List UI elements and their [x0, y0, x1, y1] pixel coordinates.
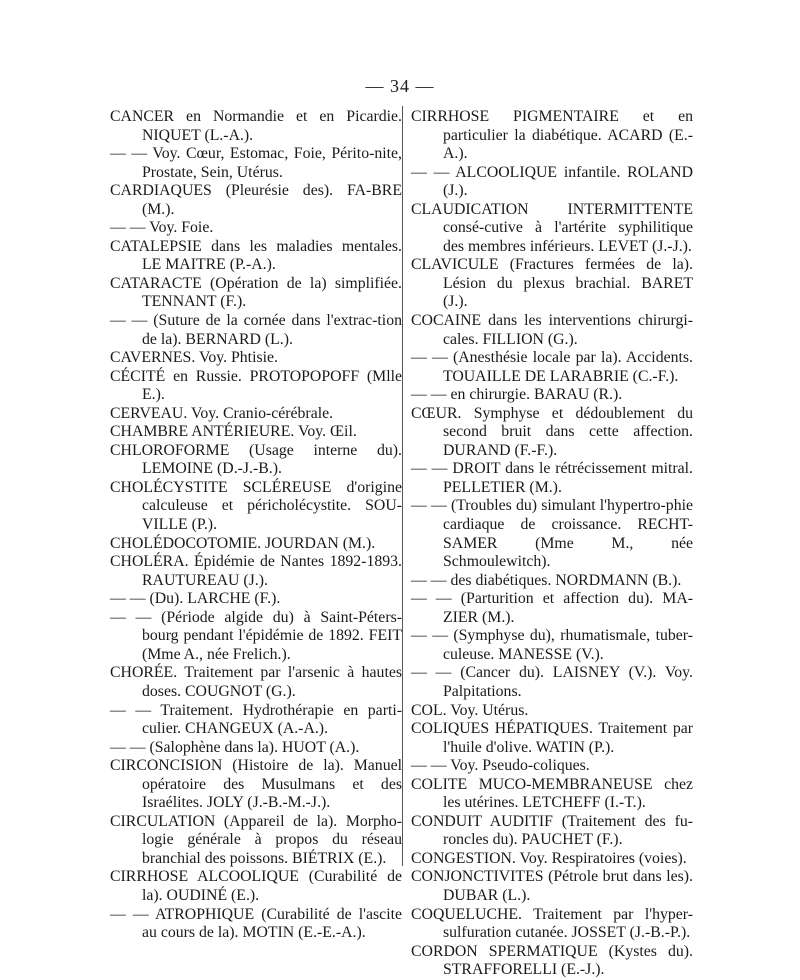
index-entry: — — Voy. Foie. [110, 219, 214, 237]
index-entry: CÉCITÉ en Russie. PROTOPOPOFF (Mlle E.). [110, 367, 402, 404]
index-entry: CLAUDICATION INTERMITTENTE consé-cutive à l'artérite syphilitique des membres inférieurs. LEVET (J.-J.). [411, 200, 693, 255]
index-entry: — — (Suture de la cornée dans l'extrac-tion de la). BERNARD (L.). [110, 312, 402, 348]
index-column-right [411, 108, 693, 980]
index-entry: CHOLÉDOCOTOMIE. JOURDAN (M.). [110, 534, 376, 552]
index-entry: CŒUR. Symphyse et dédoublement du second bruit dans cette affection. DURAND (F.-F.). [411, 404, 693, 459]
index-entry: CHLOROFORME (Usage interne du). LEMOINE (D.-J.-B.). [110, 441, 402, 478]
index-entry: CERVEAU. Voy. Cranio-cérébrale. [110, 404, 334, 422]
index-entry: CONDUIT AUDITIF (Traitement des fu-roncles du). PAUCHET (F.). [411, 812, 693, 849]
index-entry: COCAINE dans les interventions chirurgi-cales. FILLION (G.). [411, 312, 693, 348]
index-entry: CHAMBRE ANTÉRIEURE. Voy. Œil. [110, 423, 357, 441]
index-entry: — — (Parturition et affection du). MA-ZIER (M.). [411, 590, 693, 626]
index-entry: — — (Troubles du) simulant l'hypertro-phie cardiaque de croissance. RECHT-SAMER (Mme M., née Schmoulewitch). [411, 497, 693, 571]
index-entry: COLITE MUCO-MEMBRANEUSE chez les utérines. LETCHEFF (I.-T.). [411, 775, 693, 812]
index-entry: — — Voy. Pseudo-coliques. [411, 757, 590, 775]
index-entry: CIRCULATION (Appareil de la). Morpho-logie générale à propos du réseau branchial des poissons. BIÉTRIX (E.). [110, 812, 402, 867]
index-entry: COLIQUES HÉPATIQUES. Traitement par l'huile d'olive. WATIN (P.). [411, 720, 693, 756]
index-entry: — — Traitement. Hydrothérapie en parti-culier. CHANGEUX (A.-A.). [110, 701, 402, 738]
index-column-left [110, 108, 402, 943]
index-entry: — — (Salophène dans la). HUOT (A.). [110, 738, 360, 756]
index-entry: CHOLÉCYSTITE SCLÉREUSE d'origine calculeuse et péricholécystite. SOU-VILLE (P.). [110, 478, 402, 534]
index-entry: COL. Voy. Utérus. [411, 701, 529, 719]
index-entry: — — DROIT dans le rétrécissement mitral. PELLETIER (M.). [411, 460, 693, 496]
index-entry: — — (Cancer du). LAISNEY (V.). Voy. Palpitations. [411, 664, 693, 700]
index-entry: CANCER en Normandie et en Picardie. NIQUET (L.-A.). [110, 108, 402, 144]
column-divider [402, 106, 403, 866]
index-entry: CONJONCTIVITES (Pétrole brut dans les). DUBAR (L.). [411, 868, 693, 904]
index-entry: CONGESTION. Voy. Respiratoires (voies). [411, 849, 687, 867]
index-entry: — — ALCOOLIQUE infantile. ROLAND (J.). [411, 163, 693, 200]
index-entry: CIRRHOSE ALCOOLIQUE (Curabilité de la). OUDINÉ (E.). [110, 868, 402, 904]
index-entry: CHOLÉRA. Épidémie de Nantes 1892-1893. RAUTUREAU (J.). [110, 553, 402, 589]
index-entry: — — des diabétiques. NORDMANN (B.). [411, 571, 682, 589]
index-entry: CLAVICULE (Fractures fermées de la). Lésion du plexus brachial. BARET (J.). [411, 256, 693, 311]
index-entry: — — (Symphyse du), rhumatismale, tuber-culeuse. MANESSE (V.). [411, 627, 693, 663]
index-entry: CORDON SPERMATIQUE (Kystes du). STRAFFORELLI (E.-J.). [411, 942, 693, 979]
index-entry: CAVERNES. Voy. Phtisie. [110, 349, 278, 367]
index-entry: COQUELUCHE. Traitement par l'hyper-sulfuration cutanée. JOSSET (J.-B.-P.). [411, 905, 693, 942]
index-entry: CATARACTE (Opération de la) simplifiée. TENNANT (F.). [110, 274, 402, 311]
index-entry: — — ATROPHIQUE (Curabilité de l'ascite au cours de la). MOTIN (E.-E.-A.). [110, 905, 402, 942]
page-number: — 34 — [365, 76, 435, 96]
index-entry: CIRRHOSE PIGMENTAIRE et en particulier la diabétique. ACARD (E.-A.). [411, 108, 693, 163]
index-entry: — — (Du). LARCHE (F.). [110, 590, 281, 608]
index-entry: CATALEPSIE dans les maladies mentales. LE MAITRE (P.-A.). [110, 237, 402, 274]
index-entry: — — en chirurgie. BARAU (R.). [411, 386, 623, 404]
index-entry: CIRCONCISION (Histoire de la). Manuel opératoire des Musulmans et des Israélites. JOLY (J.-B.-M.-J.). [110, 757, 402, 812]
index-entry: CARDIAQUES (Pleurésie des). FA-BRE (M.). [110, 182, 402, 218]
index-entry: — — (Période algide du) à Saint-Péters-bourg pendant l'épidémie de 1892. FEIT (Mme A., née Frelich.). [110, 608, 402, 663]
index-entry: CHORÉE. Traitement par l'arsenic à hautes doses. COUGNOT (G.). [110, 664, 402, 700]
index-entry: — — (Anesthésie locale par la). Accidents. TOUAILLE DE LARABRIE (C.-F.). [411, 349, 693, 385]
index-entry: — — Voy. Cœur, Estomac, Foie, Périto-nite, Prostate, Sein, Utérus. [110, 145, 402, 181]
